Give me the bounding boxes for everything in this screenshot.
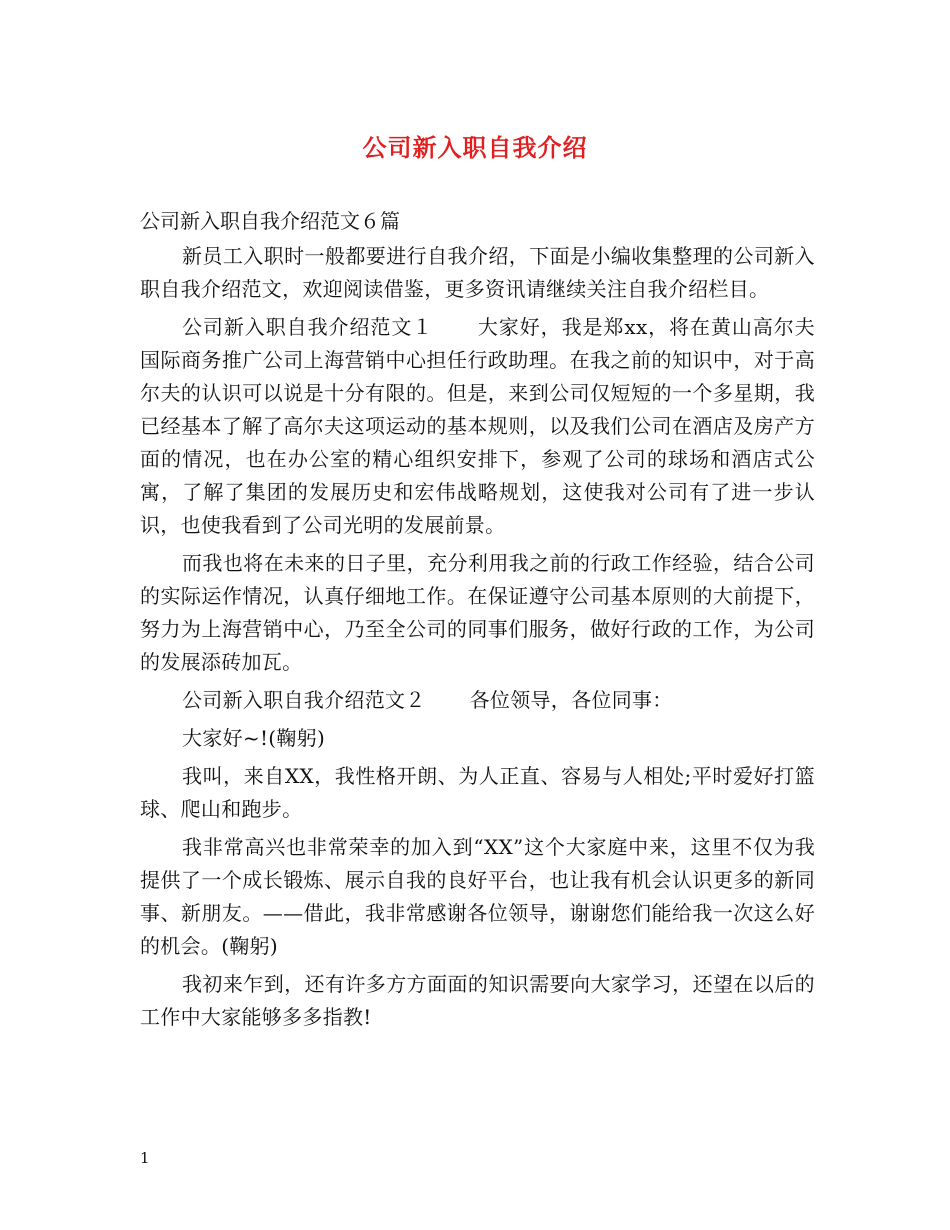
intro-paragraph: 新员工入职时一般都要进行自我介绍，下面是小编收集整理的公司新入职自我介绍范文，欢迎阅读借鉴，更多资讯请继续关注自我介绍栏目。 [140, 244, 815, 301]
sample2-paragraph-1: 我叫，来自XX，我性格开朗、为人正直、容易与人相处;平时爱好打篮球、爬山和跑步。 [140, 764, 815, 821]
sample2-paragraph-2: 我非常高兴也非常荣幸的加入到“XX”这个大家庭中来，这里不仅为我提供了一个成长锻炼、展示自我的良好平台，也让我有机会认识更多的新同事、新朋友。——借此，我非常感谢各位领导，谢谢您们能给我一次这么好的机会。(鞠躬) [140, 835, 815, 958]
sample1-heading: 公司新入职自我介绍范文１ [182, 315, 434, 339]
sample2-first-paragraph [140, 684, 815, 717]
sample2-paragraph-3: 我初来乍到，还有许多方方面面的知识需要向大家学习，还望在以后的工作中大家能够多多指教! [140, 972, 815, 1029]
document-body [140, 240, 815, 1039]
document-subtitle: 公司新入职自我介绍范文６篇 [140, 209, 400, 233]
sample2-heading: 公司新入职自我介绍范文２ [182, 688, 426, 712]
sample1-first-paragraph [140, 311, 815, 542]
sample1-paragraph-2: 而我也将在未来的日子里，充分利用我之前的行政工作经验，结合公司的实际运作情况，认真仔细地工作。在保证遵守公司基本原则的大前提下，努力为上海营销中心，乃至全公司的同事们服务，做好行政的工作，为公司的发展添砖加瓦。 [140, 551, 815, 674]
sample1-opening: 大家好，我是郑xx，将在黄山高尔夫国际商务推广公司上海营销中心担任行政助理。在我之前的知识中，对于高尔夫的认识可以说是十分有限的。但是，来到公司仅短短的一个多星期，我已经基本了解了高尔夫这项运动的基本规则，以及我们公司在酒店及房产方面的情况，也在办公室的精心组织安排下，参观了公司的球场和酒店式公寓，了解了集团的发展历史和宏伟战略规划，这使我对公司有了进一步认识，也使我看到了公司光明的发展前景。 [140, 315, 815, 537]
page-number: 1 [140, 1149, 150, 1167]
sample2-greeting: 大家好~!(鞠躬) [182, 726, 326, 750]
document-title: 公司新入职自我介绍 [362, 133, 588, 162]
sample2-opening: 各位领导，各位同事： [469, 688, 673, 712]
